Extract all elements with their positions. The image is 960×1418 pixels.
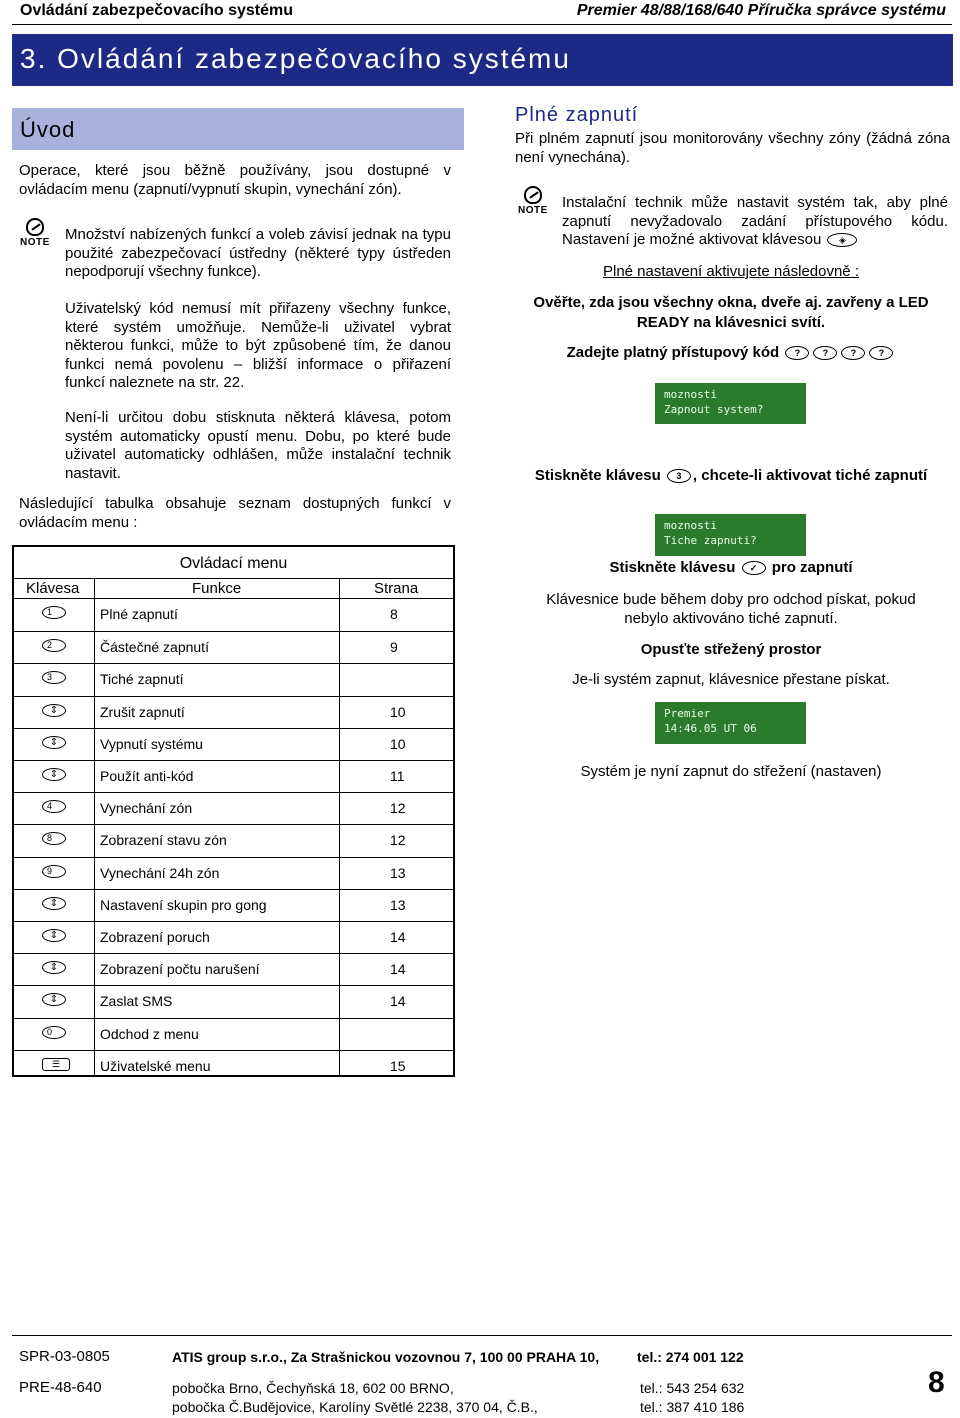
table-intro-paragraph: Následující tabulka obsahuje seznam dostupných funkcí v ovládacím menu : <box>19 495 451 531</box>
key-0-icon: 0 <box>42 1026 66 1039</box>
armed-status-note: Systém je nyní zapnut do střežení (nastaven) <box>580 763 882 780</box>
footer-code-2: PRE-48-640 <box>19 1379 102 1396</box>
page-cell: 12 <box>390 800 406 817</box>
lcd-display-premier: Premier 14:46.05 UT 06 <box>655 702 806 744</box>
control-menu-table <box>12 545 455 1077</box>
chapter-title: 3. Ovládání zabezpečovacího systému <box>12 34 953 86</box>
function-cell: Plné zapnutí <box>100 606 178 622</box>
intro-paragraph: Operace, které jsou běžně používány, jsou dostupné v ovládacím menu (zapnutí/vypnutí skupin, vynechání zón). <box>19 162 451 198</box>
key-8-icon: 8 <box>42 832 66 845</box>
table-row <box>14 792 453 824</box>
stop-beep-note: Je-li systém zapnut, klávesnice přestane pískat. <box>572 671 890 688</box>
footer-tel-cb: tel.: 387 410 186 <box>640 1399 745 1415</box>
key-1-icon: 1 <box>42 606 66 619</box>
table-row <box>14 728 453 760</box>
step-press-3: Stiskněte klávesu 3 , chcete-li aktivovat tiché zapnutí <box>534 467 928 484</box>
function-cell: Nastavení skupin pro gong <box>100 896 267 913</box>
page-cell: 14 <box>390 961 406 978</box>
key-4-icon: 4 <box>42 800 66 813</box>
table-row <box>14 599 453 631</box>
section-heading-full-arm: Plné zapnutí <box>515 104 639 126</box>
arrow-key-icon: ⇕ <box>42 961 66 974</box>
page-cell: 14 <box>390 929 406 945</box>
note-icon: NOTE <box>20 218 52 252</box>
table-row <box>14 921 453 953</box>
step-leave-area: Opusťte střežený prostor <box>640 641 822 658</box>
function-cell: Zobrazení poruch <box>100 929 210 945</box>
page-cell: 10 <box>390 703 406 720</box>
page-cell: 11 <box>390 768 405 784</box>
step-check-ready: Ověřte, zda jsou všechny okna, dveře aj. zavřeny a LED READY na klávesnici svítí. <box>533 294 929 331</box>
header-left-title: Ovládání zabezpečovacího systému <box>20 2 293 19</box>
column-header-function: Funkce <box>192 580 242 597</box>
note-paragraph-2: Uživatelský kód nemusí mít přiřazeny všechny funkce, které systém umožňuje. Nemůže-li uživatel vybrat některou funkci, může to být způsobené tím, že danou funkci nemá povolenu – bližší informace o přiřazení funkcí naleznete na str. 22. <box>65 300 451 391</box>
table-row <box>14 889 453 921</box>
lcd-display-arm: moznosti Zapnout system? <box>655 383 806 424</box>
menu-key-icon: ☰ <box>42 1058 70 1071</box>
function-cell: Zobrazení stavu zón <box>100 832 227 849</box>
section-heading-uvod: Úvod <box>12 108 464 150</box>
confirm-key-icon: ✓ <box>742 561 766 575</box>
table-row <box>14 1018 453 1050</box>
footer-tel-brno: tel.: 543 254 632 <box>640 1380 745 1396</box>
function-cell: Tiché zapnutí <box>100 671 184 688</box>
footer-branch-cb: pobočka Č.Budějovice, Karolíny Světlé 2238, 370 04, Č.B., <box>172 1399 538 1415</box>
arrow-key-icon: ⇕ <box>42 897 66 910</box>
function-cell: Uživatelské menu <box>100 1057 211 1074</box>
function-cell: Zobrazení počtu narušení <box>100 961 260 978</box>
function-cell: Vypnutí systému <box>100 735 203 752</box>
footer-branch-brno: pobočka Brno, Čechyňská 18, 602 00 BRNO, <box>172 1380 454 1396</box>
key-9-icon: 9 <box>42 865 66 878</box>
page-cell: 14 <box>390 993 406 1010</box>
arrow-key-icon: ⇕ <box>42 993 66 1006</box>
code-key-icon: ? <box>813 346 837 360</box>
page-header <box>0 0 960 24</box>
key-2-icon: 2 <box>42 639 66 652</box>
header-right-title: Premier 48/88/168/640 Příručka správce systému <box>576 2 946 19</box>
footer-tel-main: tel.: 274 001 122 <box>637 1349 744 1365</box>
table-row <box>14 824 453 856</box>
function-cell: Zaslat SMS <box>100 993 173 1010</box>
code-key-icon: ? <box>869 346 893 360</box>
key-3-icon: 3 <box>42 671 66 684</box>
table-row <box>14 1050 453 1082</box>
note-paragraph-1: Množství nabízených funkcí a voleb závisí jednak na typu použité zabezpečovací ústředny (některé typy ústředen nepodporují všechny funkce). <box>65 226 451 280</box>
page-cell: 15 <box>390 1057 406 1074</box>
arrow-key-icon: ⇕ <box>42 736 66 749</box>
function-cell: Použít anti-kód <box>100 768 194 784</box>
page-cell: 9 <box>390 639 398 656</box>
arrow-key-icon: ⇕ <box>42 768 66 781</box>
page-cell: 13 <box>390 864 406 881</box>
page-cell: 8 <box>390 606 398 622</box>
function-cell: Zrušit zapnutí <box>100 703 185 720</box>
header-divider <box>12 24 952 25</box>
quick-arm-note: Instalační technik může nastavit systém tak, aby plné zapnutí nevyžadovalo zadání přístupového kódu. Nastavení je možné aktivovat klávesou ◈ <box>562 194 948 248</box>
table-row <box>14 663 453 695</box>
exit-beep-note: Klávesnice bude během doby pro odchod pískat, pokud nebylo aktivováno tiché zapnutí. <box>546 591 916 627</box>
function-cell: Vynechání 24h zón <box>100 864 220 881</box>
table-row <box>14 953 453 985</box>
key-3-icon: 3 <box>667 469 691 483</box>
page-cell: 12 <box>390 832 406 849</box>
footer-code-1: SPR-03-0805 <box>19 1348 110 1365</box>
function-cell: Částečné zapnutí <box>100 639 209 656</box>
shield-key-icon: ◈ <box>827 233 857 247</box>
note-paragraph-3: Není-li určitou dobu stisknuta některá klávesa, potom systém automaticky opustí menu. Dobu, po které bude uživatel automaticky odhlášen, může instalační technik nastavit. <box>65 409 451 482</box>
page-cell: 10 <box>390 735 406 752</box>
table-row <box>14 857 453 889</box>
full-arm-steps-heading: Plné nastavení aktivujete následovně : <box>602 263 859 280</box>
note-icon: NOTE <box>518 186 550 220</box>
code-key-icon: ? <box>841 346 865 360</box>
arrow-key-icon: ⇕ <box>42 929 66 942</box>
column-header-key: Klávesa <box>26 580 80 597</box>
function-cell: Odchod z menu <box>100 1025 199 1042</box>
lcd-display-silent: moznosti Tiche zapnuti? <box>655 514 806 556</box>
table-header-row <box>14 579 453 599</box>
arrow-key-icon: ⇕ <box>42 704 66 717</box>
table-title: Ovládací menu <box>14 547 453 579</box>
table-row <box>14 760 453 792</box>
table-row <box>14 985 453 1017</box>
code-key-icon: ? <box>785 346 809 360</box>
page-cell: 13 <box>390 896 406 913</box>
page-number: 8 <box>928 1366 945 1399</box>
footer-company: ATIS group s.r.o., Za Strašnickou vozovnou 7, 100 00 PRAHA 10, <box>172 1349 600 1365</box>
step-enter-code: Zadejte platný přístupový kód ? ? ? ? <box>505 344 957 361</box>
table-row <box>14 631 453 663</box>
footer-divider <box>12 1335 952 1336</box>
step-press-confirm: Stiskněte klávesu ✓ pro zapnutí <box>609 559 853 576</box>
table-row <box>14 696 453 728</box>
full-arm-paragraph: Při plném zapnutí jsou monitorovány všechny zóny (žádná zóna není vynechána). <box>515 130 950 166</box>
function-cell: Vynechání zón <box>100 800 193 817</box>
column-header-page: Strana <box>374 580 419 597</box>
